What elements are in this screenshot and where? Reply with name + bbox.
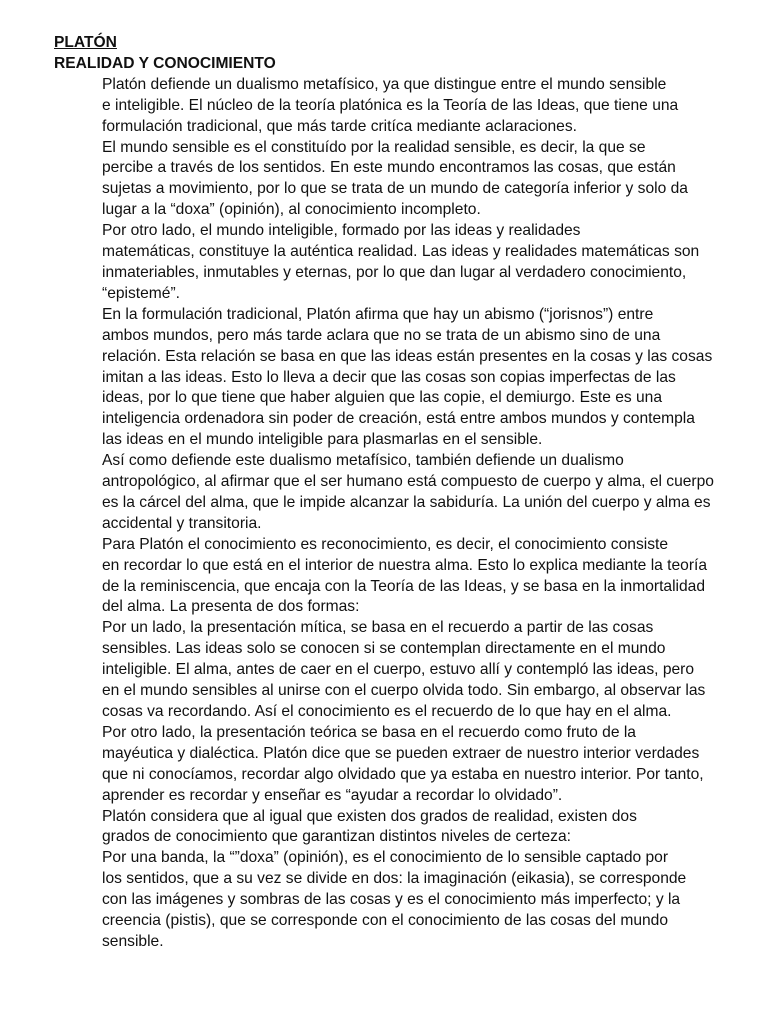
- paragraph: [54, 535, 728, 619]
- paragraph-line: ideas, por lo que tiene que haber alguien que las copie, el demiurgo. Este es una: [102, 389, 663, 407]
- paragraph-line: de la reminiscencia, que encaja con la Teoría de las Ideas, y se basa en la inmortalidad: [102, 577, 706, 595]
- paragraph-line: los sentidos, que a su vez se divide en dos: la imaginación (eikasia), se corresponde: [102, 870, 687, 888]
- paragraph-line: es la cárcel del alma, que le impide alcanzar la sabiduría. La unión del cuerpo y alma es: [102, 493, 711, 511]
- paragraph-line: “epistemé”.: [102, 284, 180, 302]
- paragraph-line: percibe a través de los sentidos. En este mundo encontramos las cosas, que están: [102, 159, 676, 177]
- paragraph-line: relación. Esta relación se basa en que las ideas están presentes en la cosas y las cosas: [102, 347, 713, 365]
- paragraph-line: en recordar lo que está en el interior de nuestra alma. Esto lo explica mediante la teoría: [102, 556, 708, 574]
- paragraph-line: lugar a la “doxa” (opinión), al conocimiento incompleto.: [102, 201, 481, 219]
- paragraph: [54, 807, 728, 849]
- paragraph-line: que ni conocíamos, recordar algo olvidado que ya estaba en nuestro interior. Por tanto,: [102, 765, 704, 783]
- paragraph: [54, 221, 728, 305]
- paragraph-line: ambos mundos, pero más tarde aclara que no se trata de un abismo sino de una: [102, 326, 661, 344]
- paragraph-line: Platón considera que al igual que existen dos grados de realidad, existen dos: [102, 807, 637, 825]
- paragraph-line: sensibles. Las ideas solo se conocen si se contemplan directamente en el mundo: [102, 640, 666, 658]
- paragraph-line: antropológico, al afirmar que el ser humano está compuesto de cuerpo y alma, el cuerpo: [102, 473, 714, 491]
- paragraph-line: Por otro lado, la presentación teórica se basa en el recuerdo como fruto de la: [102, 723, 636, 741]
- paragraph-line: Por un lado, la presentación mítica, se basa en el recuerdo a partir de las cosas: [102, 619, 654, 637]
- paragraph-line: accidental y transitoria.: [102, 514, 262, 532]
- paragraph: [54, 451, 728, 535]
- paragraph-line: grados de conocimiento que garantizan distintos niveles de certeza:: [102, 828, 571, 846]
- paragraph-line: matemáticas, constituye la auténtica realidad. Las ideas y realidades matemáticas son: [102, 243, 700, 261]
- paragraph-line: las ideas en el mundo inteligible para plasmarlas en el sensible.: [102, 431, 543, 449]
- paragraph: [54, 305, 728, 451]
- paragraph: [54, 138, 728, 222]
- paragraph-line: con las imágenes y sombras de las cosas y es el conocimiento más imperfecto; y la: [102, 891, 681, 909]
- paragraph-line: en el mundo sensibles al unirse con el cuerpo olvida todo. Sin embargo, al observar las: [102, 682, 706, 700]
- paragraph-line: El mundo sensible es el constituído por la realidad sensible, es decir, la que se: [102, 138, 646, 156]
- paragraph-line: sujetas a movimiento, por lo que se trata de un mundo de categoría inferior y solo da: [102, 180, 688, 198]
- paragraph: [54, 75, 728, 138]
- paragraph-line: inmateriables, inmutables y eternas, por lo que dan lugar al verdadero conocimiento,: [102, 263, 687, 281]
- paragraph-line: Así como defiende este dualismo metafísico, también defiende un dualismo: [102, 452, 624, 470]
- paragraph-line: inteligencia ordenadora sin poder de creación, está entre ambos mundos y contempla: [102, 410, 695, 428]
- paragraph-line: Platón defiende un dualismo metafísico, ya que distingue entre el mundo sensible: [102, 75, 667, 93]
- paragraph-line: aprender es recordar y enseñar es “ayudar a recordar lo olvidado”.: [102, 786, 563, 804]
- document-title: PLATÓN: [54, 34, 117, 51]
- paragraph-line: formulación tradicional, que más tarde critíca mediante aclaraciones.: [102, 117, 577, 135]
- paragraph: [54, 848, 728, 953]
- paragraph: [54, 618, 728, 723]
- paragraph-line: cosas va recordando. Así el conocimiento es el recuerdo de lo que hay en el alma.: [102, 703, 672, 720]
- paragraph-line: Por una banda, la “”doxa” (opinión), es el conocimiento de lo sensible captado por: [102, 849, 669, 867]
- paragraph-line: e inteligible. El núcleo de la teoría platónica es la Teoría de las Ideas, que tiene una: [102, 96, 679, 114]
- paragraph-line: creencia (pistis), que se corresponde con el conocimiento de las cosas del mundo: [102, 912, 669, 930]
- paragraph-line: imitan a las ideas. Esto lo lleva a decir que las cosas son copias imperfectas de las: [102, 368, 676, 386]
- paragraph-line: inteligible. El alma, antes de caer en el cuerpo, estuvo allí y contempló las ideas, pero: [102, 661, 695, 679]
- document-body: [54, 75, 728, 953]
- paragraph-line: sensible.: [102, 932, 164, 950]
- paragraph-line: Por otro lado, el mundo inteligible, formado por las ideas y realidades: [102, 222, 581, 240]
- document-subtitle: REALIDAD Y CONOCIMIENTO: [54, 54, 276, 72]
- paragraph-line: Para Platón el conocimiento es reconocimiento, es decir, el conocimiento consiste: [102, 535, 669, 553]
- paragraph: [54, 723, 728, 807]
- paragraph-line: del alma. La presenta de dos formas:: [102, 598, 360, 616]
- paragraph-line: En la formulación tradicional, Platón afirma que hay un abismo (“jorisnos”) entre: [102, 305, 654, 323]
- paragraph-line: mayéutica y dialéctica. Platón dice que se pueden extraer de nuestro interior verdades: [102, 744, 700, 762]
